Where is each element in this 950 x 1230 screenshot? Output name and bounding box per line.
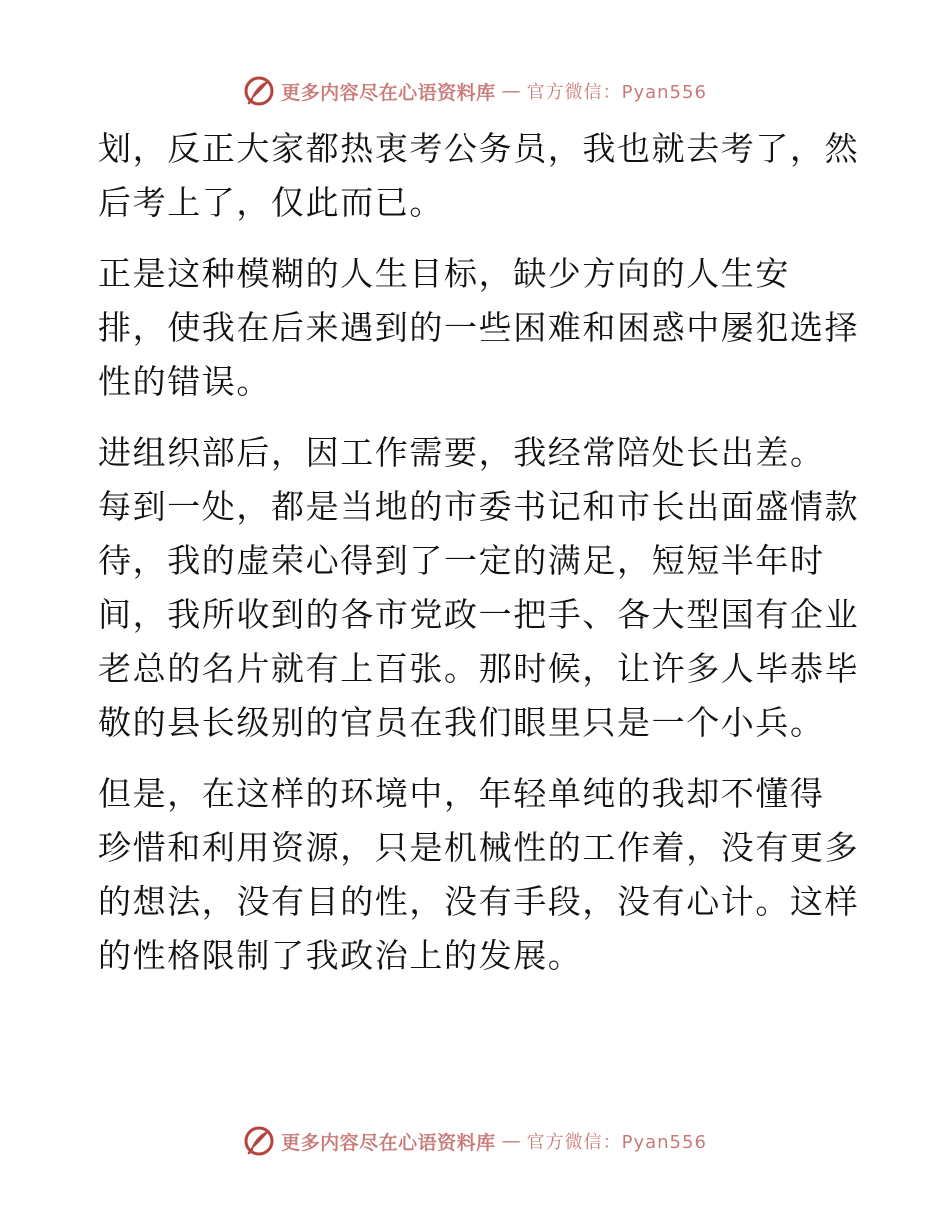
paragraph — [98, 247, 858, 409]
text-line: 间，我所收到的各市党政一把手、各大型国有企业 — [98, 595, 860, 634]
text-line: 珍惜和利用资源，只是机械性的工作着，没有更多 — [98, 828, 860, 867]
text-line: 每到一处，都是当地的市委书记和市长出面盛情款 — [98, 487, 860, 526]
quill-logo-icon — [243, 75, 275, 107]
quill-logo-icon — [243, 1125, 275, 1157]
text-line: 性的错误。 — [98, 362, 271, 401]
header-watermark — [0, 71, 950, 111]
paragraph — [98, 767, 858, 983]
paragraph — [98, 426, 858, 750]
text-line: 划，反正大家都热衷考公务员，我也就去考了，然 — [98, 129, 860, 168]
text-line: 敬的县长级别的官员在我们眼里只是一个小兵。 — [98, 703, 825, 742]
text-line: 的性格限制了我政治上的发展。 — [98, 936, 583, 975]
watermark-wechat-text: 官方微信：Pyan556 — [526, 1132, 707, 1153]
document-body — [98, 122, 858, 983]
watermark-dash: — — [501, 80, 521, 102]
watermark-site-text: 更多内容尽在心语资料库 — [281, 81, 496, 104]
text-line: 老总的名片就有上百张。那时候，让许多人毕恭毕 — [98, 649, 860, 688]
watermark-dash: — — [501, 1130, 521, 1152]
text-line: 待，我的虚荣心得到了一定的满足，短短半年时 — [98, 541, 825, 580]
text-line: 但是，在这样的环境中，年轻单纯的我却不懂得 — [98, 774, 825, 813]
paragraph — [98, 122, 858, 230]
text-line: 进组织部后，因工作需要，我经常陪处长出差。 — [98, 433, 825, 472]
text-line: 的想法，没有目的性，没有手段，没有心计。这样 — [98, 882, 860, 921]
text-line: 排，使我在后来遇到的一些困难和困惑中屡犯选择 — [98, 308, 860, 347]
watermark-wechat-text: 官方微信：Pyan556 — [526, 82, 707, 103]
text-line: 后考上了，仅此而已。 — [98, 183, 444, 222]
footer-watermark — [0, 1121, 950, 1161]
text-line: 正是这种模糊的人生目标，缺少方向的人生安 — [98, 254, 790, 293]
watermark-site-text: 更多内容尽在心语资料库 — [281, 1131, 496, 1154]
